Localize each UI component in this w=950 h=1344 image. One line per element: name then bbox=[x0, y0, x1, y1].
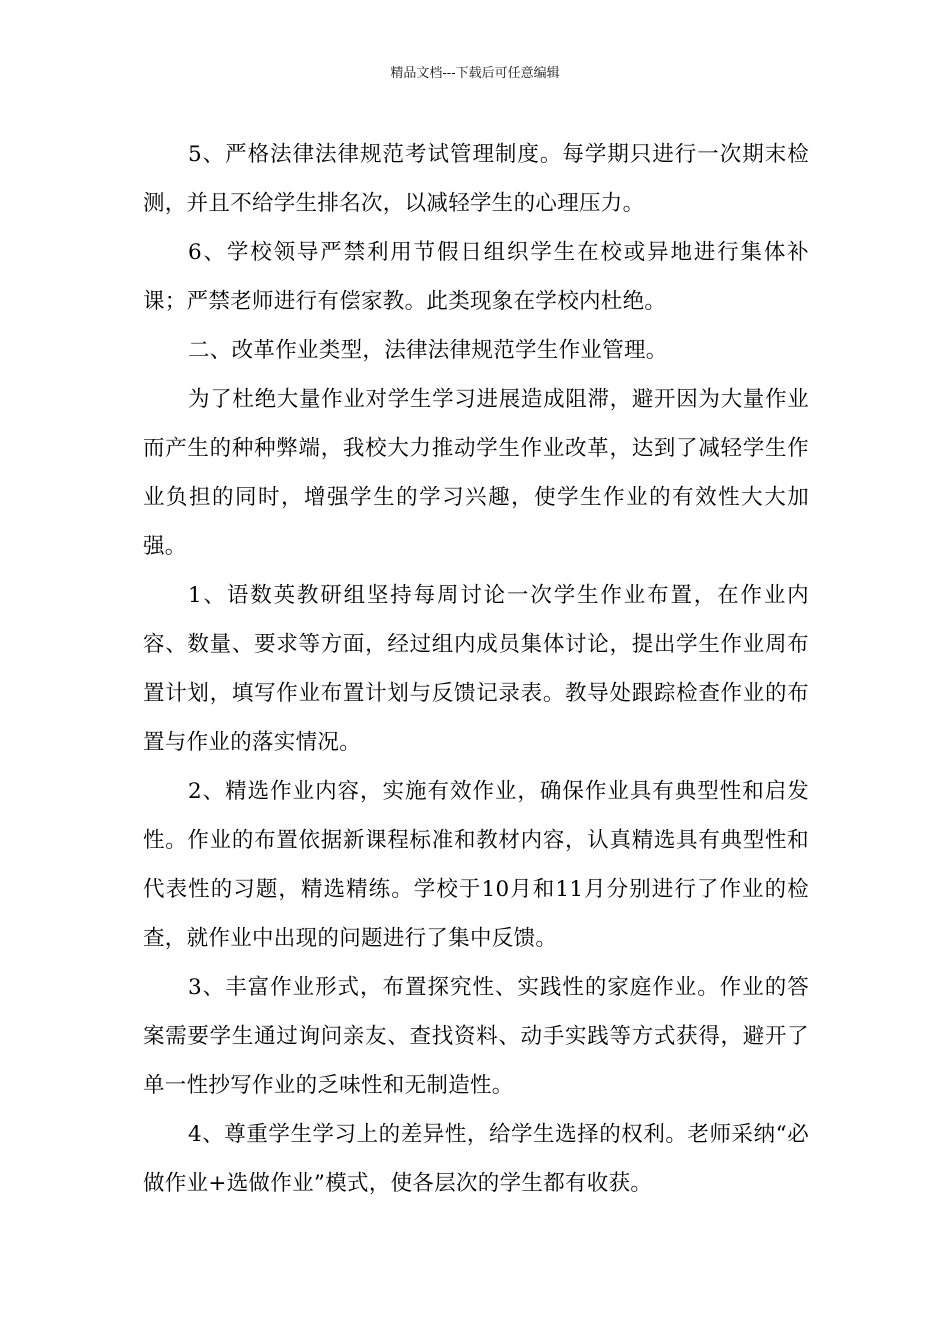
paragraph: 2、精选作业内容，实施有效作业，确保作业具有典型性和启发性。作业的布置依据新课程标准和教材内容，认真精选具有典型性和代表性的习题，精选精练。学校于10月和11月分别进行了作业的检查，就作业中出现的问题进行了集中反馈。 bbox=[143, 779, 809, 951]
section-heading: 二、改革作业类型，法律法律规范学生作业管理。 bbox=[188, 338, 668, 363]
page-header: 精品文档---下载后可任意编辑 bbox=[390, 66, 560, 81]
document-body bbox=[143, 130, 809, 1208]
paragraph: 1、语数英教研组坚持每周讨论一次学生作业布置，在作业内容、数量、要求等方面，经过组内成员集体讨论，提出学生作业周布置计划，填写作业布置计划与反馈记录表。教导处跟踪检查作业的布置与作业的落实情况。 bbox=[143, 583, 809, 755]
paragraph: 6、学校领导严禁利用节假日组织学生在校或异地进行集体补课；严禁老师进行有偿家教。此类现象在学校内杜绝。 bbox=[143, 240, 809, 314]
paragraph: 5、严格法律法律规范考试管理制度。每学期只进行一次期末检测，并且不给学生排名次，以减轻学生的心理压力。 bbox=[143, 142, 809, 216]
paragraph: 为了杜绝大量作业对学生学习进展造成阻滞，避开因为大量作业而产生的种种弊端，我校大力推动学生作业改革，达到了减轻学生作业负担的同时，增强学生的学习兴趣，使学生作业的有效性大大加强。 bbox=[143, 387, 809, 559]
paragraph: 4、尊重学生学习上的差异性，给学生选择的权利。老师采纳“必做作业+选做作业”模式，使各层次的学生都有收获。 bbox=[143, 1122, 809, 1196]
paragraph: 3、丰富作业形式，布置探究性、实践性的家庭作业。作业的答案需要学生通过询问亲友、查找资料、动手实践等方式获得，避开了单一性抄写作业的乏味性和无制造性。 bbox=[143, 975, 809, 1098]
